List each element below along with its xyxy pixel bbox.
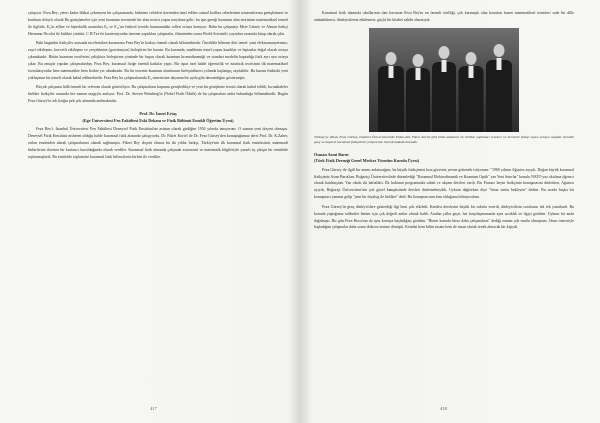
right-paragraph-2: Feza Gürsey'in genç dinleyicilere gösterdiği ilgi beni çok etkiledi. Kendisi derslerini büyük bir sabırla verirdi, dinleyicilerin sorularını tek tek yanıtlardı. Bu konuda yaptığımız sohbetler benim için çok değerli anılar olarak kaldı. Aradan yıllar geçti, her karşılaşmamızda aynı sıcaklık ve ilgiyi gördüm. Uykum bir anda dağılmıştı. Bir gün Feza Hoca'nın da aynı konuya başladığını gördüm. "Bizim konuda biraz daha çalışmalısın" dediği zaman çok mutlu olmuştum. Onun önerisiyle başladığım çalışmalar daha sonra doktora tezime dönüştü. Kendisi hem bilim insanı hem de insan olarak örnek alınacak bir kişiydi. <box>314 204 574 230</box>
left-section-heading: Prof. Dr. İsmet Ertaş (Ege Üniversitesi Fen Fakültesi Eski Dekanı ve Fizik Bölümü Emekli Öğretim Üyesi) <box>82 110 234 123</box>
right-page <box>300 0 600 423</box>
photo-person-3 <box>431 40 457 132</box>
photo-person-5 <box>485 38 513 132</box>
left-paragraph-4: Feza Bey'i, İstanbul Üniversitesi Fen Fakültesi Deneysel Fizik Enstitüsü'ne asistan olarak girdiğim 1954 yılında tanıyorum. O zaman yeni doçent olmuştu. Deneysel Fizik Enstitüsü nisbeten olduğu halde kuramsal fizik alanında çalışıyordu. Dr. Fikret Kortel ile Dr. Feza Gürsey'den konuştuğumuz dersi Prof. Dr. K.Zaher, onları enstitüden alarak çalışmalarına olanak sağlamıştır. Fikret Bey doçent olunca bu iki yıldız fizikçi, Türkiye'nin ilk kuramsal fizik enstitüsünü, mütemadi birbirlerine ilaveten bir kurtarıcı kurulduğunda olarak verdiler. Kuramsal fizik alanında çalışmak astronomi ve matematik bilgileriyle yararlı üç çıkışın bir enstitüde toplanmışlardı. Bu enstitüde toplantılar kuramsal fizik bilimcilerin birbiri ile verdiler. <box>28 127 288 159</box>
right-paragraph-intro: Kuramsal fizik alanında okullarının tüm havuzun Feza Bey'in en önemli özelliği, çok karmaşık olan konuları bazen matematiksel terimleri sade bir dille anlatabilmesi, dinleyicilerini etkilemesi, güçlü bir hitabet sahibi olmasıydı. <box>314 11 574 22</box>
left-paragraph-2: Baki bugünkü fizikçiler arasında incelenirken kuramının Feza Bey'in katkısı önemli olarak bilinmektedir. Öncelikle bilmem dört temel: yani elektromanyetizma, zayıf etkileşme, kuvvetli etkileşme ve yerçekimini (gravitasyon) birleştiren bir kuram. Bu kuramda, maddenin temel yapısı kuarklar ve leptonlar doğal olarak ortaya çıkmaktadır. Bütün kuantum teorilerini çelişkisiz birleştirme yönünde bir başarı olarak kuantum kromodinamiği ve standart modelin kapsadığı fizik ayrı ayrı ortaya çıkar. Bu amaçla yapılan çalışmalardan, Feza Bey, kuramsal fiziğe önemli katkılar yaptı. Bir ispat özel halde öğrencilik ve istatistik teorisinin ilk matematiksel formülasyonlar hem matematikte hem fizikte yer almaktadır. Bu bir teorinin kuantum alanlarının birleştirilmesi yolunda başlangıç sayılabilir. Bu kuram fizikteki yeni yaklaşımın bir temeli olarak kabul edilmektedir. Feza Bey bu çalışmalarında E₈ simetrisine dayanan bir uydu gibi davrandığını göstermiştir. <box>28 41 288 80</box>
right-section-heading: Osman Azmi Barut (Türk Fizik Derneği Genel Merkez Yönetim Kurulu Üyesi) <box>314 151 420 164</box>
right-page-number: 418 <box>440 406 447 411</box>
left-paragraph-3: Birçok çalışması hâlâ önemli bir referans olarak gösteriliyor. Bu çalışmaların kapsamı genişledikçe ve yeni bir genişleme teorisi olarak kabul edildi, bu makaleler birlikte fizikçiler arasında her zaman saygıyla anılıyor. Prof. Dr. Steven Weinberg'in (Nobel Fizik Ödülü) de bu çalışmalara atıfta bulunduğu bilinmektedir. Bugün Feza Gürsey'in adı fiziğin pek çok alanında anılmaktadır. <box>28 85 288 104</box>
photo-person-1 <box>377 42 405 132</box>
group-photo <box>369 28 519 132</box>
photo-person-2 <box>405 46 431 132</box>
photo-caption: Türkiye'ye dönen Feza Gürsey, İstanbul Üniversitesi'nde Erdal Atil, Fikret Kortel gibi bilim adamları ile birlikte yaptıkları seminer ve derslerle fizikçi sayısı artışını sağladı. Kendisi genç ve başarılı kuramsal fizikçilerin yetişmesine önemli katkıda bulundu. <box>314 134 574 145</box>
left-page-number: 417 <box>150 406 157 411</box>
photo-person-4 <box>457 44 484 132</box>
right-paragraph-1: Feza Gürsey ile ilgili bir anımı anlatacağım; bu büyük fizikçimizi kısa görevini yerine getirmek istiyorum: "1969 yılının Ağustos ayıydı. Doğan büyük kuramsal fizikçimiz Asım Barut'tan, Boğaziçi Üniversitesi'nde düzenlediği "Kuramsal Elektrodinamik ve Kuantum Optik" yaz Yeni Sınırlar" konulu NATO yaz okuluna öğrenci olarak katılmıştım. Yaz okulu iki haftalıktı. İlk haftanın programında sabah ve akşam dersleri vardı. Bir Fransız beyin fizikçinin konuşmasını dinlerken, Ağustos ayıydı, Boğaziçi Üniversitesi'nin çok güzel kampüsünde dersleri dinlemekteydik. Uykum dağılırken diye "biraz siesta bekleyen" dedim. Bu sırada başka bir konuşmacı yanıma gelip "yeni bir diyalog ile birlikte" dedi. Bu konuşmacının kim olduğunu bilmiyordum. <box>314 167 574 200</box>
left-paragraph-1: çalışıyor. Feza Bey, yeteri kadar dikkat çekmeyen bir çalışmasında, birbirine cebirleri üzerinden tanıf edilen rotasal kodları cebirlerinin ırmaoniformu genişletmesi ve bunların dolaylı olarak Bu genişlemeler için yeni kuantum teorisinde bir alan teorisi yapısı meydana gelir; bu işin gereği kuantum alan teorisinin matematiksel temeli ile ilgilidir. E₈'in affine ve hiperbolik uzantıları E₉ ve E₁₀'un fiziksel teoride kuantumdaki rolleri ortaya konuyor. Hahn bu çalışmayı Mete Gürsey ve Alman fizikçi Hermann Nicolai ile birlikte yürüttü. C.H.Tze ile kuaterniyonlar üzerine yaptıkları çalışmalar, ölümünden sonra World Scientific yayınları arasında kitap olarak çıktı. <box>28 11 288 36</box>
